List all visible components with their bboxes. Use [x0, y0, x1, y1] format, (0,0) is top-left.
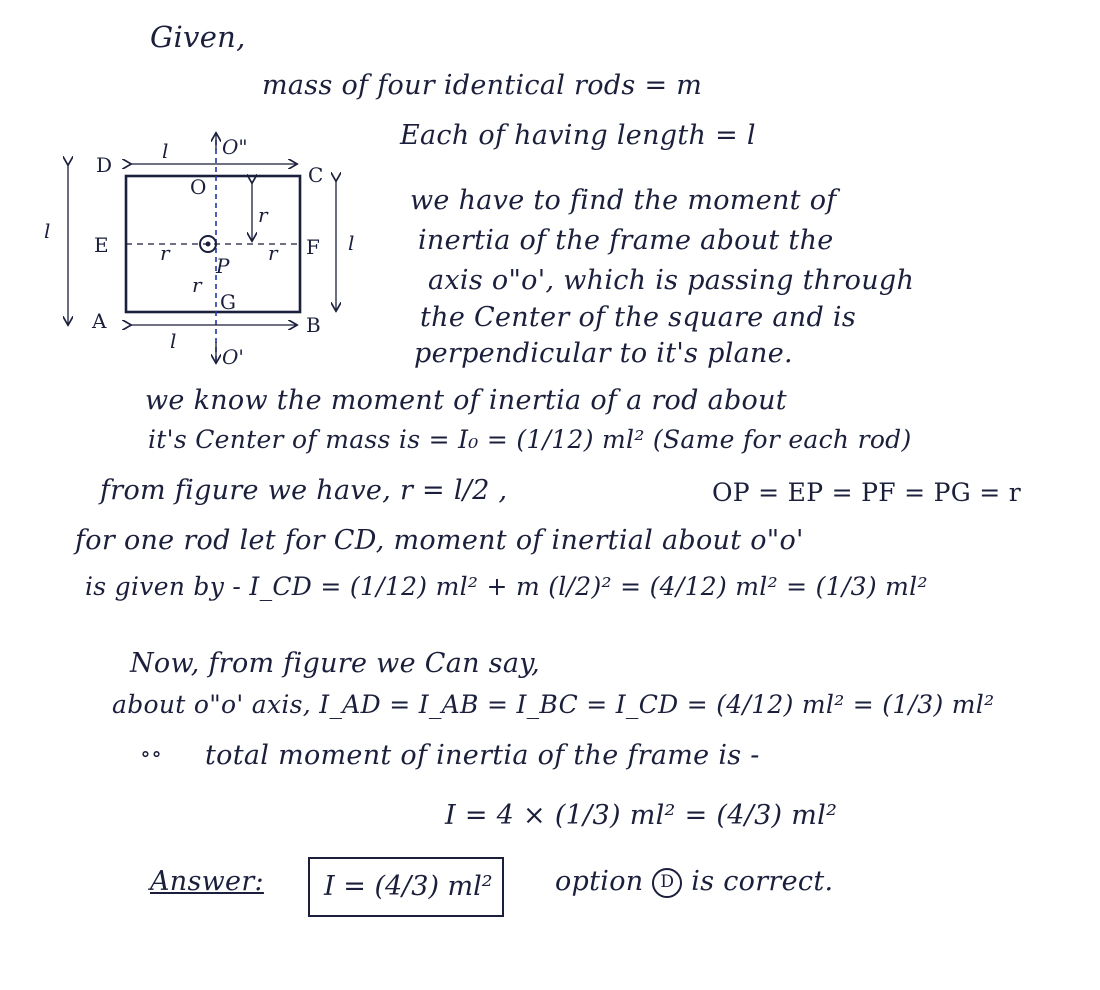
answer-label: Answer: — [150, 866, 264, 897]
mid-f-label: F — [306, 235, 320, 259]
know-line-2: it's Center of mass is = I₀ = (1/12) ml² (Same for each rod) — [148, 425, 912, 454]
answer-box — [308, 857, 504, 917]
left-length-label: l — [44, 219, 51, 243]
figure-line-1b: OP = EP = PF = PG = r — [712, 478, 1021, 507]
corner-a-label: A — [92, 309, 107, 333]
corner-d-label: D — [96, 153, 113, 177]
therefore-symbol: ∘∘ — [140, 742, 163, 767]
axis-top-label: O" — [222, 135, 248, 159]
r-right-label: r — [268, 241, 278, 265]
frame-diagram — [40, 110, 380, 370]
one-rod-line-1: for one rod let for CD, moment of inertial about o"o' — [75, 525, 804, 556]
find-line-1: we have to find the moment of — [410, 185, 837, 216]
total-line-1: total moment of inertia of the frame is - — [205, 740, 760, 771]
r-down-label: r — [192, 273, 202, 297]
find-line-4: the Center of the square and is — [420, 302, 857, 333]
right-length-label: l — [348, 231, 355, 255]
top-length-label: l — [162, 139, 169, 163]
now-line-1: Now, from figure we Can say, — [130, 648, 541, 679]
given-mass-line: mass of four identical rods = m — [262, 70, 703, 101]
find-line-5: perpendicular to it's plane. — [414, 338, 793, 369]
top-o-label: O — [190, 175, 207, 199]
option-line — [555, 866, 833, 898]
option-suffix: is correct. — [691, 866, 834, 897]
bottom-length-label: l — [170, 329, 177, 353]
find-line-2: inertia of the frame about the — [418, 225, 834, 256]
square-frame-figure — [40, 110, 380, 374]
figure-line-1: from figure we have, r = l/2 , — [100, 475, 508, 506]
given-heading: Given, — [150, 20, 246, 54]
total-line-2: I = 4 × (1/3) ml² = (4/3) ml² — [445, 800, 838, 831]
corner-b-label: B — [306, 313, 321, 337]
axis-bottom-label: O' — [222, 345, 244, 369]
now-line-2: about o"o' axis, I_AD = I_AB = I_BC = I_CD = (4/12) ml² = (1/3) ml² — [112, 690, 995, 719]
option-prefix: option — [555, 866, 644, 897]
given-length-line: Each of having length = l — [400, 120, 756, 151]
r-vertical-label: r — [258, 203, 268, 227]
find-line-3: axis o"o', which is passing through — [428, 265, 915, 296]
mid-e-label: E — [94, 233, 109, 257]
answer-equation: I = (4/3) ml² — [324, 871, 493, 902]
bottom-g-label: G — [220, 290, 236, 314]
option-d-badge: D — [652, 868, 682, 898]
corner-c-label: C — [308, 163, 324, 187]
r-left-label: r — [160, 241, 170, 265]
center-p-label: P — [216, 254, 230, 278]
know-line-1: we know the moment of inertia of a rod about — [145, 385, 787, 416]
one-rod-line-2: is given by - I_CD = (1/12) ml² + m (l/2)² = (4/12) ml² = (1/3) ml² — [85, 572, 928, 601]
